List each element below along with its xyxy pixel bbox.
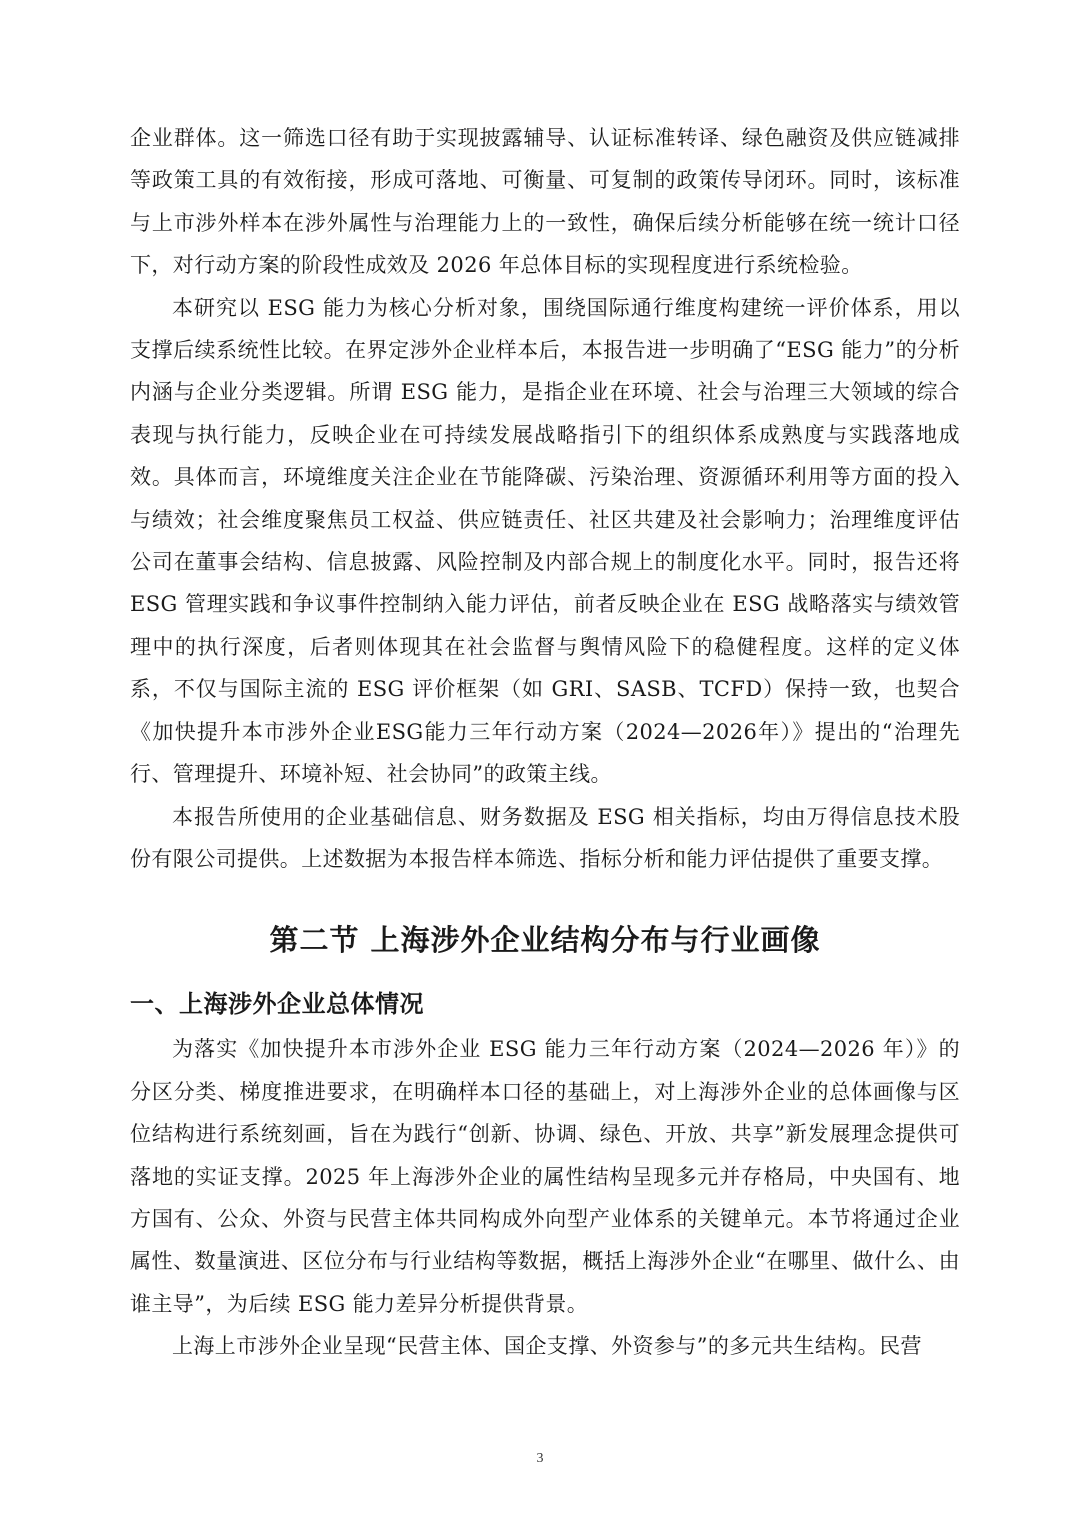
paragraph-esg-definition: 本研究以 ESG 能力为核心分析对象，围绕国际通行维度构建统一评价体系，用以支撑后续系统性比较。在界定涉外企业样本后，本报告进一步明确了“ESG 能力”的分析内涵与企业分类逻辑。所谓 ESG 能力，是指企业在环境、社会与治理三大领域的综合表现与执行能力，反映企业在可持续发展战略指引下的组织体系成熟度与实践落地成效。具体而言，环境维度关注企业在节能降碳、污染治理、资源循环利用等方面的投入与绩效；社会维度聚焦员工权益、供应链责任、社区共建及社会影响力；治理维度评估公司在董事会结构、信息披露、风险控制及内部合规上的制度化水平。同时，报告还将 ESG 管理实践和争议事件控制纳入能力评估，前者反映企业在 ESG 战略落实与绩效管理中的执行深度，后者则体现其在社会监督与舆情风险下的稳健程度。这样的定义体系，不仅与国际主流的 ESG 评价框架（如 GRI、SASB、TCFD）保持一致，也契合《加快提升本市涉外企业ESG能力三年行动方案（2024—2026年）》提出的“治理先行、管理提升、环境补短、社会协同”的政策主线。 bbox=[130, 295, 960, 787]
page-number: 3 bbox=[536, 1451, 544, 1466]
section-title: 第二节 上海涉外企业结构分布与行业画像 bbox=[269, 923, 821, 958]
page-content bbox=[130, 117, 960, 1368]
paragraph-structure: 上海上市涉外企业呈现“民营主体、国企支撑、外资参与”的多元共生结构。民营 bbox=[172, 1334, 922, 1359]
subsection-title: 一、上海涉外企业总体情况 bbox=[130, 990, 424, 1019]
paragraph-data-source: 本报告所使用的企业基础信息、财务数据及 ESG 相关指标，均由万得信息技术股份有限公司提供。上述数据为本报告样本筛选、指标分析和能力评估提供了重要支撑。 bbox=[130, 804, 960, 871]
paragraph-overview: 为落实《加快提升本市涉外企业 ESG 能力三年行动方案（2024—2026 年）》的分区分类、梯度推进要求，在明确样本口径的基础上，对上海涉外企业的总体画像与区位结构进行系统刻画，旨在为践行“创新、协调、绿色、开放、共享”新发展理念提供可落地的实证支撑。2025 年上海涉外企业的属性结构呈现多元并存格局，中央国有、地方国有、公众、外资与民营主体共同构成外向型产业体系的关键单元。本节将通过企业属性、数量演进、区位分布与行业结构等数据，概括上海涉外企业“在哪里、做什么、由谁主导”，为后续 ESG 能力差异分析提供背景。 bbox=[130, 1037, 960, 1316]
paragraph-continued: 企业群体。这一筛选口径有助于实现披露辅导、认证标准转译、绿色融资及供应链减排等政策工具的有效衔接，形成可落地、可衡量、可复制的政策传导闭环。同时，该标准与上市涉外样本在涉外属性与治理能力上的一致性，确保后续分析能够在统一统计口径下，对行动方案的阶段性成效及 2026 年总体目标的实现程度进行系统检验。 bbox=[130, 126, 960, 278]
